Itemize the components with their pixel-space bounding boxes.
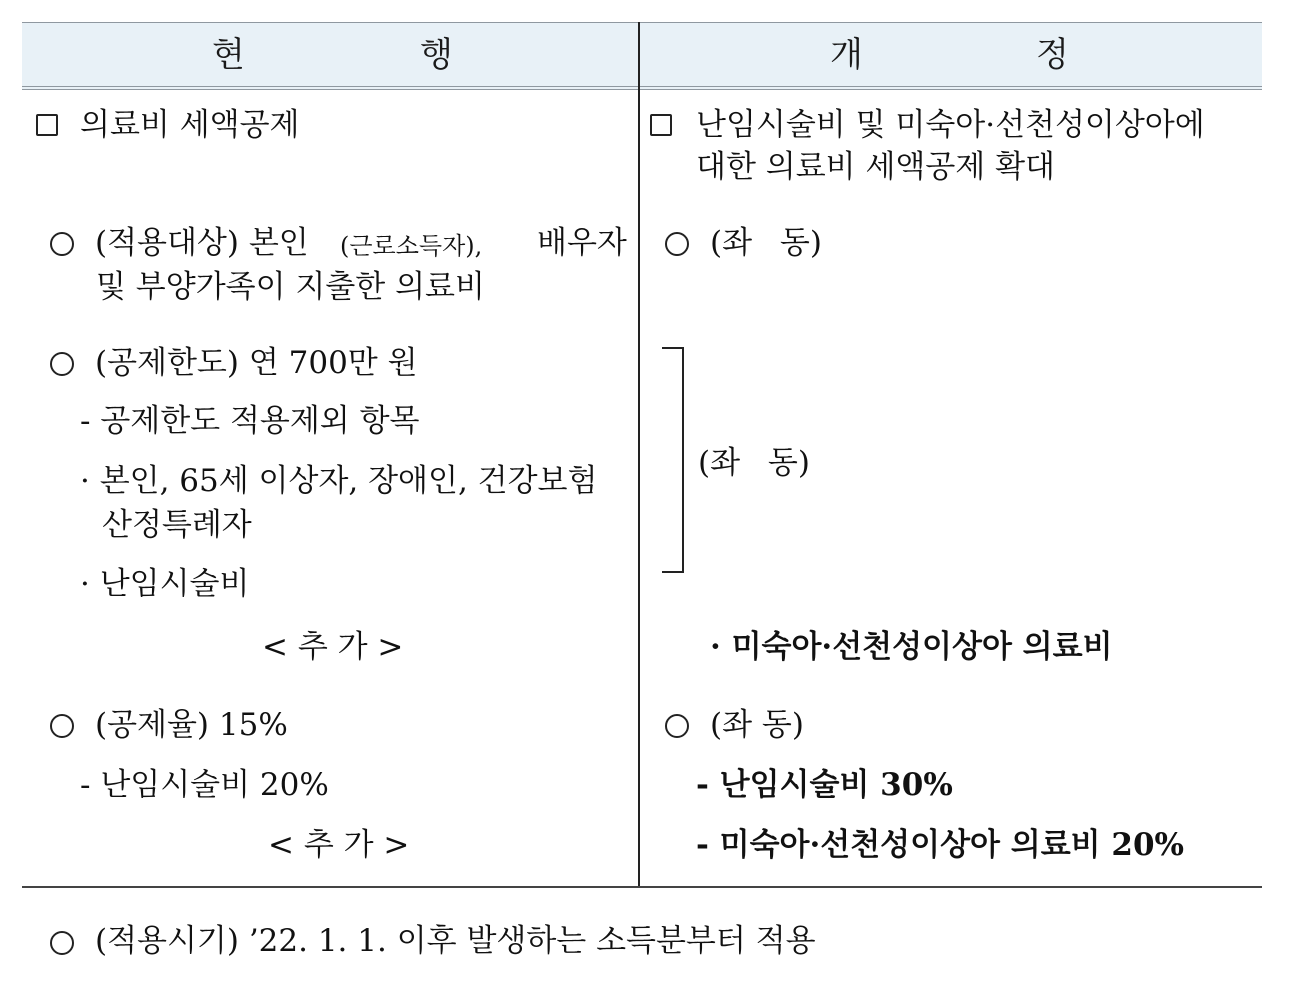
revised-rate-item1: - 난임시술비 30% <box>696 767 953 803</box>
circle-bullet-icon <box>50 232 74 256</box>
bracket-icon <box>662 347 684 573</box>
circle-bullet-icon <box>665 232 689 256</box>
header-revised-char-2: 정 <box>1036 35 1069 75</box>
current-exclusion-item1-line2: 산정특례자 <box>102 507 252 543</box>
current-added-2: < 추 가 > <box>268 827 410 863</box>
column-divider-lower <box>638 152 640 888</box>
footer-effective-date: (적용시기) ’22. 1. 1. 이후 발생하는 소득분부터 적용 <box>95 923 816 959</box>
current-limit: (공제한도) 연 700만 원 <box>95 345 418 381</box>
current-rate: (공제율) 15% <box>95 707 288 743</box>
revised-section-title-line2: 대한 의료비 세액공제 확대 <box>696 149 1055 185</box>
current-exclusion-title: - 공제한도 적용제외 항목 <box>80 403 420 439</box>
circle-bullet-icon <box>50 931 74 955</box>
current-target-label: (적용대상) 본인 <box>95 225 309 261</box>
circle-bullet-icon <box>50 714 74 738</box>
revised-limit-same: (좌 동) <box>698 445 810 481</box>
circle-bullet-icon <box>665 714 689 738</box>
table-bottom-border <box>22 886 1262 888</box>
current-section-title: 의료비 세액공제 <box>80 107 300 143</box>
circle-bullet-icon <box>50 352 74 376</box>
current-rate-item: - 난임시술비 20% <box>80 767 329 803</box>
revised-added-item: · 미숙아·선천성이상아 의료비 <box>710 629 1113 665</box>
square-bullet-icon <box>650 114 672 136</box>
current-exclusion-item1-line1: · 본인, 65세 이상자, 장애인, 건강보험 <box>80 463 598 499</box>
header-current-char-2: 행 <box>420 35 453 75</box>
header-current-char-1: 현 <box>212 35 245 75</box>
header-revised-char-1: 개 <box>830 35 863 75</box>
square-bullet-icon <box>36 114 58 136</box>
revised-section-title-line1: 난임시술비 및 미숙아·선천성이상아에 <box>696 107 1205 143</box>
revised-rate-item2: - 미숙아·선천성이상아 의료비 20% <box>696 827 1184 863</box>
column-divider-upper <box>638 22 640 152</box>
current-target-small: (근로소득자), <box>340 232 483 260</box>
current-exclusion-item2: · 난임시술비 <box>80 566 250 602</box>
table-header <box>22 22 1262 90</box>
current-target-line2: 및 부양가족이 지출한 의료비 <box>96 269 485 305</box>
revised-rate-same: (좌 동) <box>710 707 804 743</box>
current-target-tail: 배우자 <box>537 225 627 261</box>
revised-target-same: (좌 동) <box>710 225 822 261</box>
comparison-table <box>22 22 1262 888</box>
current-added-1: < 추 가 > <box>262 629 404 665</box>
